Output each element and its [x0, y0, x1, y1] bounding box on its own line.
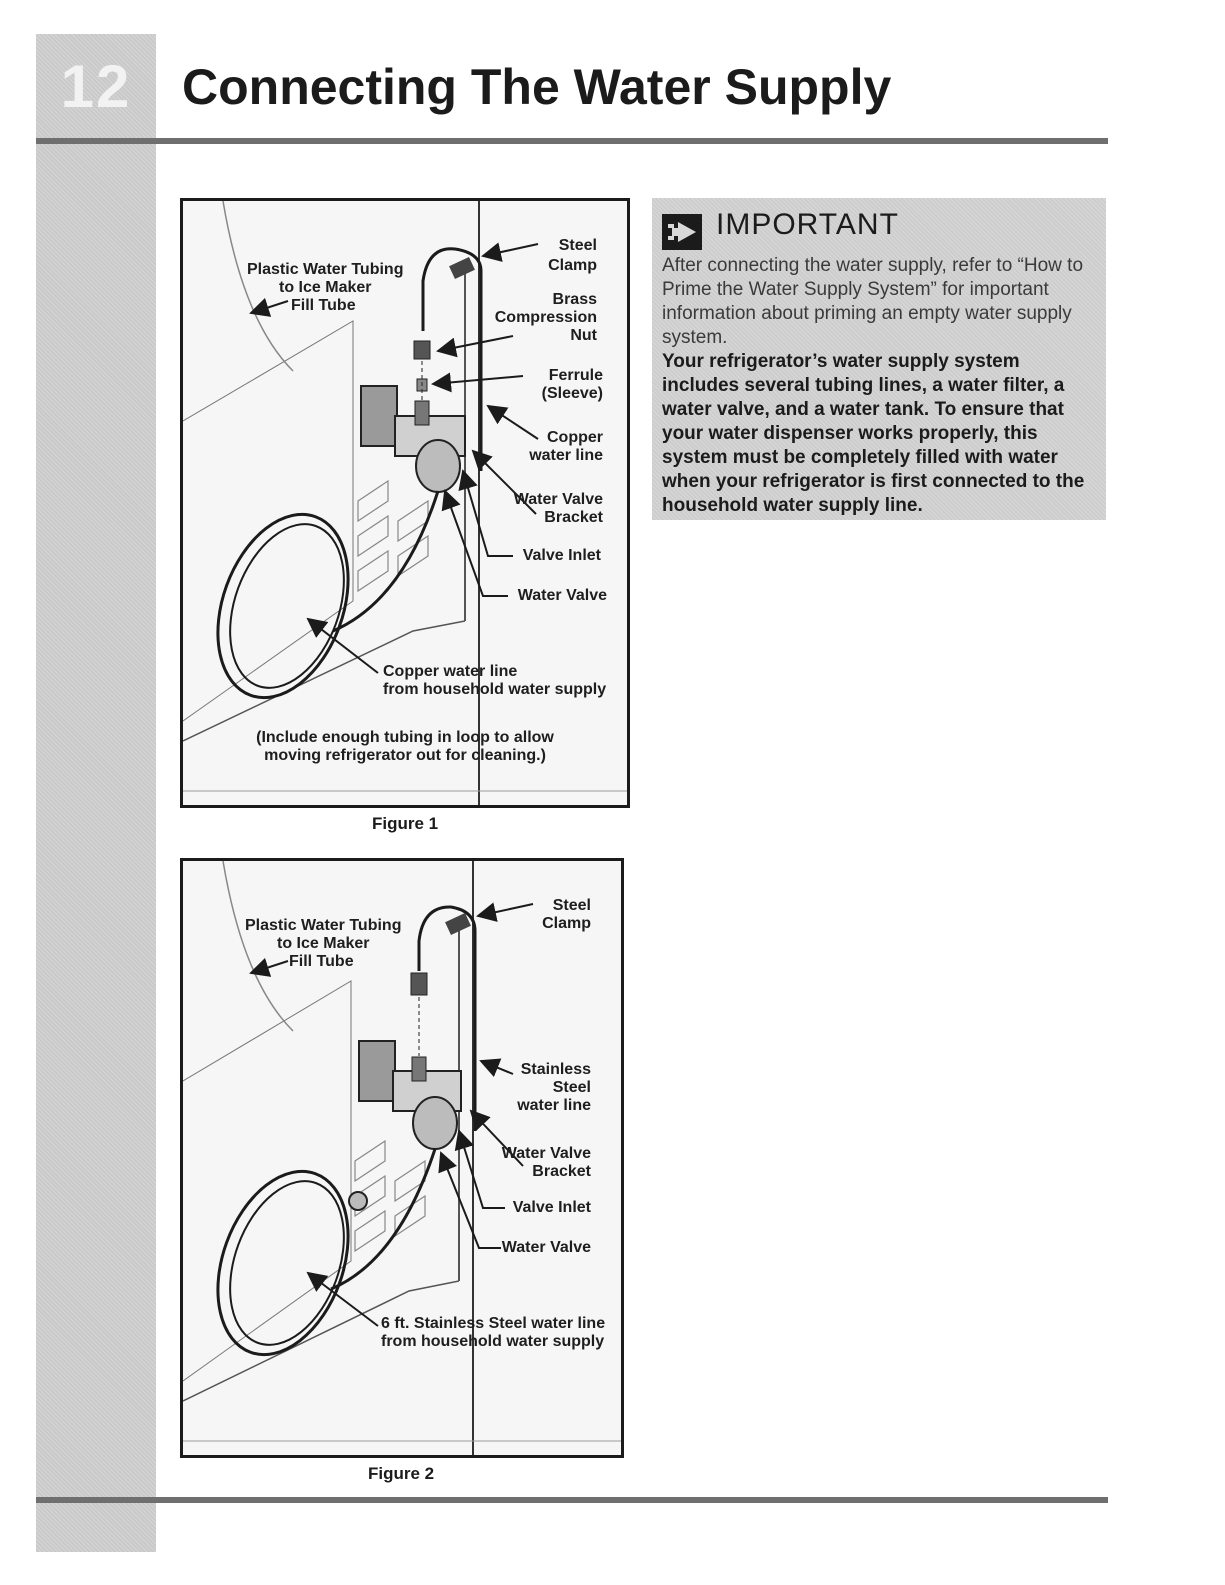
label-plastic-tubing: Plastic Water Tubing: [247, 261, 404, 278]
label-ferrule: Ferrule: [548, 367, 603, 384]
label-plastic-tubing-3: Fill Tube: [291, 297, 356, 314]
label-copper-water-line: water line: [529, 447, 603, 464]
label-household-line: 6 ft. Stainless Steel water line: [381, 1315, 606, 1332]
label-plastic-tubing-2: to Ice Maker: [279, 279, 372, 296]
label-plastic-tubing-2: to Ice Maker: [277, 935, 370, 952]
important-title: IMPORTANT: [716, 208, 899, 241]
important-callout: [652, 198, 1106, 520]
label-clamp: Clamp: [542, 915, 591, 932]
label-nut: Nut: [570, 327, 597, 344]
label-stainless-steel: Steel: [552, 1079, 591, 1096]
label-clamp: Clamp: [548, 257, 597, 274]
label-steel: Steel: [558, 237, 597, 254]
label-household-supply: from household water supply: [383, 681, 607, 698]
label-plastic-tubing: Plastic Water Tubing: [245, 917, 402, 934]
page-title: Connecting The Water Supply: [182, 59, 892, 115]
figure-1: [180, 198, 630, 808]
side-strip: [36, 34, 156, 1552]
label-stainless-water-line: water line: [517, 1097, 591, 1114]
label-steel: Steel: [552, 897, 591, 914]
label-water-valve: Water Valve: [517, 587, 607, 604]
label-compression: Compression: [494, 309, 597, 326]
label-household-line: Copper water line: [383, 663, 518, 680]
important-paragraph-2: Your refrigerator’s water supply system includes several tubing lines, a water filter, a water valve, and a water tank. To ensure that your water dispenser works properly, this system must be completely filled with water when your refrigerator is first connected to the household water supply line.: [662, 351, 1085, 516]
label-water-valve: Water Valve: [501, 1239, 591, 1256]
figure-1-caption: Figure 1: [372, 814, 439, 833]
label-note-1: (Include enough tubing in loop to allow: [256, 729, 554, 746]
label-valve-inlet: Valve Inlet: [522, 547, 601, 564]
arrow-right-icon: [662, 214, 702, 250]
label-sleeve: (Sleeve): [541, 385, 603, 402]
label-note-2: moving refrigerator out for cleaning.): [264, 747, 546, 764]
label-water-valve-bracket: Water Valve: [513, 491, 603, 508]
important-paragraph-1: After connecting the water supply, refer to “How to Prime the Water Supply System” for important information about priming an empty water supply system.: [662, 255, 1084, 348]
label-brass: Brass: [552, 291, 597, 308]
label-plastic-tubing-3: Fill Tube: [289, 953, 354, 970]
page-number: 12: [60, 53, 132, 120]
footer-rule: [36, 1497, 1108, 1503]
label-stainless: Stainless: [520, 1061, 591, 1078]
header-rule: [36, 138, 1108, 144]
label-bracket: Bracket: [532, 1163, 591, 1180]
figure-2: [180, 858, 624, 1458]
label-water-valve-bracket: Water Valve: [501, 1145, 591, 1162]
label-copper: Copper: [547, 429, 603, 446]
figure-2-caption: Figure 2: [368, 1464, 435, 1483]
label-bracket: Bracket: [544, 509, 603, 526]
label-valve-inlet: Valve Inlet: [512, 1199, 591, 1216]
label-household-supply: from household water supply: [381, 1333, 605, 1350]
